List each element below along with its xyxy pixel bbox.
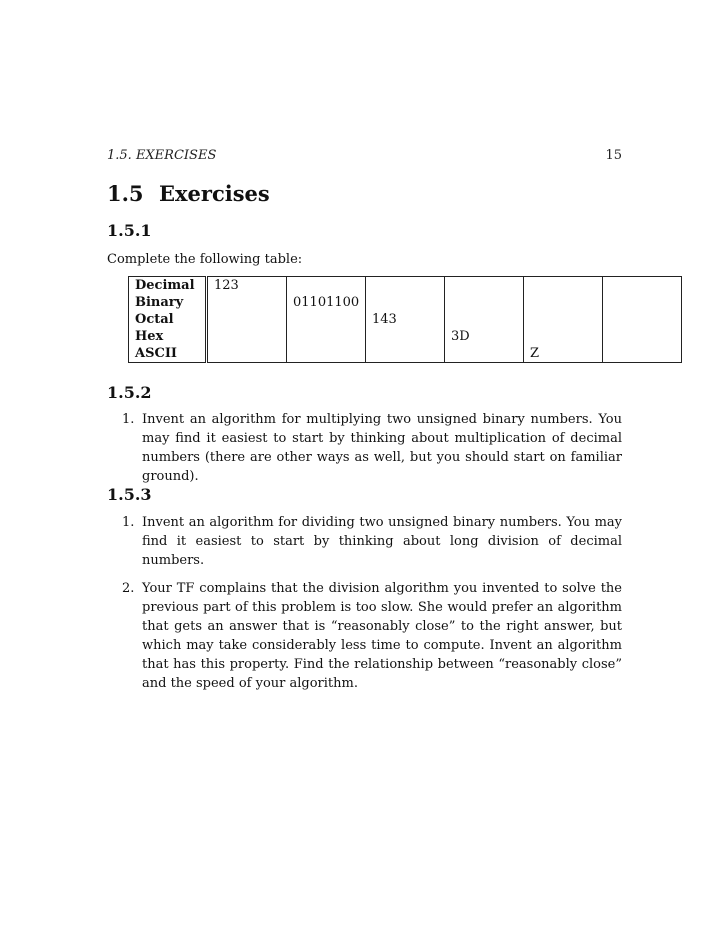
table-row [129, 345, 682, 363]
table-cell [445, 345, 524, 363]
table-cell [524, 311, 603, 328]
list-item-text: Invent an algorithm for multiplying two unsigned binary numbers. You may find it easiest to start by thinking about multiplication of decimal numbers (there are other ways as well, but you should start on familiar ground). [142, 412, 622, 484]
table-cell [207, 345, 287, 363]
table-cell [207, 294, 287, 311]
running-header-section: 1.5. EXERCISES [107, 148, 217, 163]
subsection-heading-1-5-1: 1.5.1 [107, 221, 152, 240]
table-cell [366, 345, 445, 363]
table-cell [207, 311, 287, 328]
table-cell [524, 328, 603, 345]
running-header [107, 148, 622, 163]
table-cell [603, 328, 682, 345]
subsection-heading-1-5-3: 1.5.3 [107, 485, 152, 504]
row-label: Hex [129, 328, 207, 345]
list-item-text: Your TF complains that the division algorithm you invented to solve the previous part of this problem is too slow. She would prefer an algorithm that gets an answer that is “reasonably close” to the right answer, but which may take considerably less time to compute. Invent an algorithm that has this property. Find the relationship between “reasonably close” and the speed of your algorithm. [142, 581, 622, 691]
table-cell [603, 277, 682, 295]
table-cell: 3D [445, 328, 524, 345]
table-cell [366, 328, 445, 345]
section-title [107, 181, 270, 206]
list-item [122, 410, 622, 486]
table-cell [445, 311, 524, 328]
list-item-number: 1. [122, 515, 135, 530]
table-row [129, 277, 682, 295]
table-cell [603, 345, 682, 363]
table-cell [603, 294, 682, 311]
table-cell: 143 [366, 311, 445, 328]
table-cell: Z [524, 345, 603, 363]
table-instruction: Complete the following table: [107, 252, 303, 267]
section-number: 1.5 [107, 181, 144, 206]
table-cell [287, 277, 366, 295]
row-label: Octal [129, 311, 207, 328]
row-label: Binary [129, 294, 207, 311]
table-cell [603, 311, 682, 328]
conversion-table [128, 276, 682, 363]
table-row [129, 328, 682, 345]
row-label: ASCII [129, 345, 207, 363]
list-item [122, 579, 622, 693]
subsection-heading-1-5-2: 1.5.2 [107, 383, 152, 402]
exercise-list-1-5-2 [122, 410, 622, 495]
table-cell [524, 294, 603, 311]
list-item-number: 2. [122, 581, 135, 596]
page-number: 15 [605, 148, 622, 163]
table-row [129, 311, 682, 328]
table-cell [445, 277, 524, 295]
list-item-number: 1. [122, 412, 135, 427]
table-cell: 01101100 [287, 294, 366, 311]
section-title-text: Exercises [159, 181, 270, 206]
table-cell [287, 311, 366, 328]
table-cell: 123 [207, 277, 287, 295]
table-cell [287, 345, 366, 363]
table-cell [445, 294, 524, 311]
exercise-list-1-5-3 [122, 513, 622, 702]
table-cell [524, 277, 603, 295]
list-item-text: Invent an algorithm for dividing two unsigned binary numbers. You may find it easiest to start by thinking about long division of decimal numbers. [142, 515, 622, 568]
table-cell [366, 277, 445, 295]
table-row [129, 294, 682, 311]
list-item [122, 513, 622, 570]
table-cell [366, 294, 445, 311]
table-cell [287, 328, 366, 345]
table-cell [207, 328, 287, 345]
row-label: Decimal [129, 277, 207, 295]
